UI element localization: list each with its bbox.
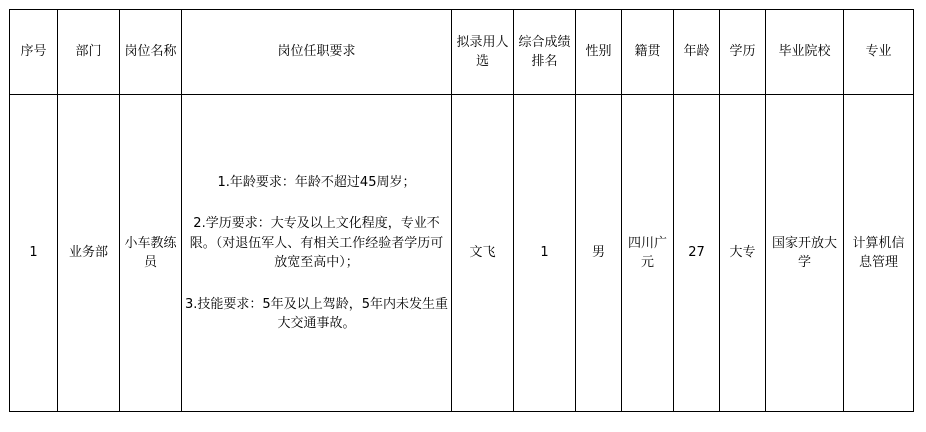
- requirement-item-skill: 3.技能要求：5年及以上驾龄，5年内未发生重大交通事故。: [185, 296, 448, 331]
- table-row: [10, 95, 914, 412]
- document-page: [0, 9, 926, 432]
- cell-age: 27: [674, 95, 720, 412]
- table-header: [10, 10, 914, 95]
- requirement-item-education: 2.学历要求：大专及以上文化程度，专业不限。（对退伍军人、有相关工作经验者学历可放宽至高中）；: [189, 216, 444, 270]
- table-body: [10, 95, 914, 412]
- header-cell-age: 年龄: [674, 10, 720, 95]
- header-cell-requirements: 岗位任职要求: [182, 10, 452, 95]
- header-cell-candidate: 拟录用人选: [452, 10, 514, 95]
- header-cell-post: 岗位名称: [120, 10, 182, 95]
- header-cell-school: 毕业院校: [766, 10, 844, 95]
- cell-school: 国家开放大学: [766, 95, 844, 412]
- header-cell-native-place: 籍贯: [622, 10, 674, 95]
- header-cell-rank: 综合成绩排名: [514, 10, 576, 95]
- cell-native-place: 四川广元: [622, 95, 674, 412]
- cell-major: 计算机信息管理: [844, 95, 914, 412]
- cell-education: 大专: [720, 95, 766, 412]
- table-header-row: [10, 10, 914, 95]
- cell-post: 小车教练员: [120, 95, 182, 412]
- cell-seq: 1: [10, 95, 58, 412]
- header-cell-gender: 性别: [576, 10, 622, 95]
- requirement-item-age: 1.年龄要求：年龄不超过45周岁；: [217, 174, 416, 190]
- cell-dept: 业务部: [58, 95, 120, 412]
- cell-candidate: 文飞: [452, 95, 514, 412]
- cell-rank: 1: [514, 95, 576, 412]
- cell-requirements: [182, 95, 452, 412]
- header-cell-dept: 部门: [58, 10, 120, 95]
- header-cell-seq: 序号: [10, 10, 58, 95]
- cell-gender: 男: [576, 95, 622, 412]
- header-cell-education: 学历: [720, 10, 766, 95]
- recruitment-table: [9, 9, 914, 412]
- header-cell-major: 专业: [844, 10, 914, 95]
